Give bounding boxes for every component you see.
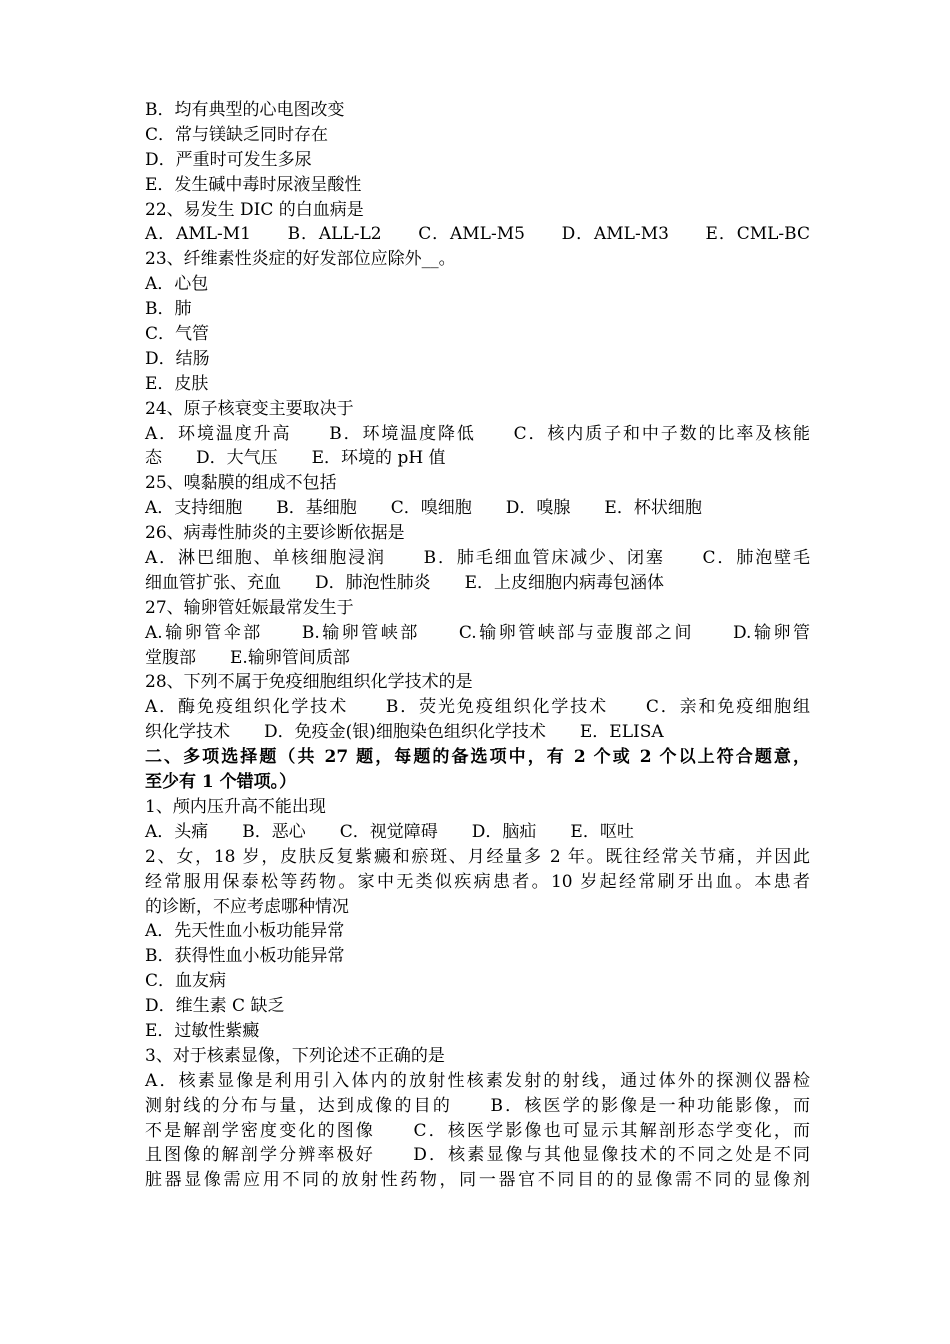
answer-option: C．血友病: [145, 971, 227, 992]
answer-option: E．过敏性紫癜: [145, 1020, 260, 1041]
answer-option: A．酶免疫组织化学技术 B．荧光免疫组织化学技术 C．亲和免疫细胞组: [145, 697, 810, 718]
answer-option: A.输卵管伞部 B.输卵管峡部 C.输卵管峡部与壶腹部之间 D.输卵管: [145, 622, 810, 643]
answer-option: D．维生素 C 缺乏: [145, 996, 285, 1017]
answer-option: E．发生碱中毒时尿液呈酸性: [145, 174, 362, 195]
answer-option: E．皮肤: [145, 373, 209, 394]
answer-option: 细血管扩张、充血 D．肺泡性肺炎 E．上皮细胞内病毒包涵体: [145, 572, 665, 593]
question-text: 3、对于核素显像，下列论述不正确的是: [145, 1045, 445, 1066]
answer-option: 且图像的解剖学分辨率极好 D．核素显像与其他显像技术的不同之处是不同: [145, 1145, 810, 1166]
question-text: 24、原子核衰变主要取决于: [145, 398, 354, 419]
question-text: 27、输卵管妊娠最常发生于: [145, 597, 354, 618]
answer-option: B．获得性血小板功能异常: [145, 946, 345, 967]
section-heading: 二、多项选择题（共 27 题，每题的备选项中，有 2 个或 2 个以上符合题意，: [145, 747, 810, 768]
answer-option: B．均有典型的心电图改变: [145, 100, 345, 120]
answer-option: D．结肠: [145, 348, 210, 369]
answer-option: C．常与镁缺乏同时存在: [145, 124, 329, 145]
answer-option: A．核素显像是利用引入体内的放射性核素发射的射线，通过体外的探测仪器检: [145, 1070, 810, 1091]
question-text: 25、嗅黏膜的组成不包括: [145, 473, 337, 494]
question-text: 的诊断，不应考虑哪种情况: [145, 896, 349, 917]
answer-option: 态 D．大气压 E．环境的 pH 值: [145, 448, 446, 469]
answer-option: A．心包: [145, 274, 209, 295]
question-text: 26、病毒性肺炎的主要诊断依据是: [145, 523, 405, 544]
answer-option: A．淋巴细胞、单核细胞浸润 B．肺毛细血管床减少、闭塞 C．肺泡壁毛: [145, 548, 810, 569]
answer-option: 堂腹部 E.输卵管间质部: [145, 647, 350, 668]
answer-option: A．先天性血小板功能异常: [145, 921, 345, 942]
answer-option: 织化学技术 D．免疫金(银)细胞染色组织化学技术 E．ELISA: [145, 722, 664, 743]
answer-option: 不是解剖学密度变化的图像 C．核医学影像也可显示其解剖形态学变化，而: [145, 1120, 810, 1141]
question-text: 经常服用保泰松等药物。家中无类似疾病患者。10 岁起经常刷牙出血。本患者: [145, 871, 810, 892]
question-text: 22、易发生 DIC 的白血病是: [145, 199, 364, 220]
question-text: 2、女，18 岁，皮肤反复紫癜和瘀斑、月经量多 2 年。既往经常关节痛，并因此: [145, 846, 810, 867]
document-page: [145, 98, 810, 1193]
answer-option: A．头痛 B．恶心 C．视觉障碍 D．脑疝 E．呕吐: [145, 821, 634, 842]
answer-option: D．严重时可发生多尿: [145, 149, 312, 170]
answer-option: A．环境温度升高 B．环境温度降低 C．核内质子和中子数的比率及核能: [145, 423, 810, 444]
answer-option: A．支持细胞 B．基细胞 C．嗅细胞 D．嗅腺 E．杯状细胞: [145, 498, 702, 519]
question-text: 23、纤维素性炎症的好发部位应除外__。: [145, 249, 456, 270]
answer-option: B．肺: [145, 299, 192, 320]
answer-option: A．AML-M1 B．ALL-L2 C．AML-M5 D．AML-M3 E．CML-BC: [145, 224, 810, 245]
answer-option: 测射线的分布与量，达到成像的目的 B．核医学的影像是一种功能影像，而: [145, 1095, 810, 1116]
section-heading: 至少有 1 个错项。）: [145, 772, 297, 793]
question-text: 28、下列不属于免疫细胞组织化学技术的是: [145, 672, 473, 693]
answer-option: C．气管: [145, 324, 210, 345]
answer-option: 脏器显像需应用不同的放射性药物，同一器官不同目的的显像需不同的显像剂: [145, 1170, 810, 1191]
question-text: 1、颅内压升高不能出现: [145, 796, 326, 817]
